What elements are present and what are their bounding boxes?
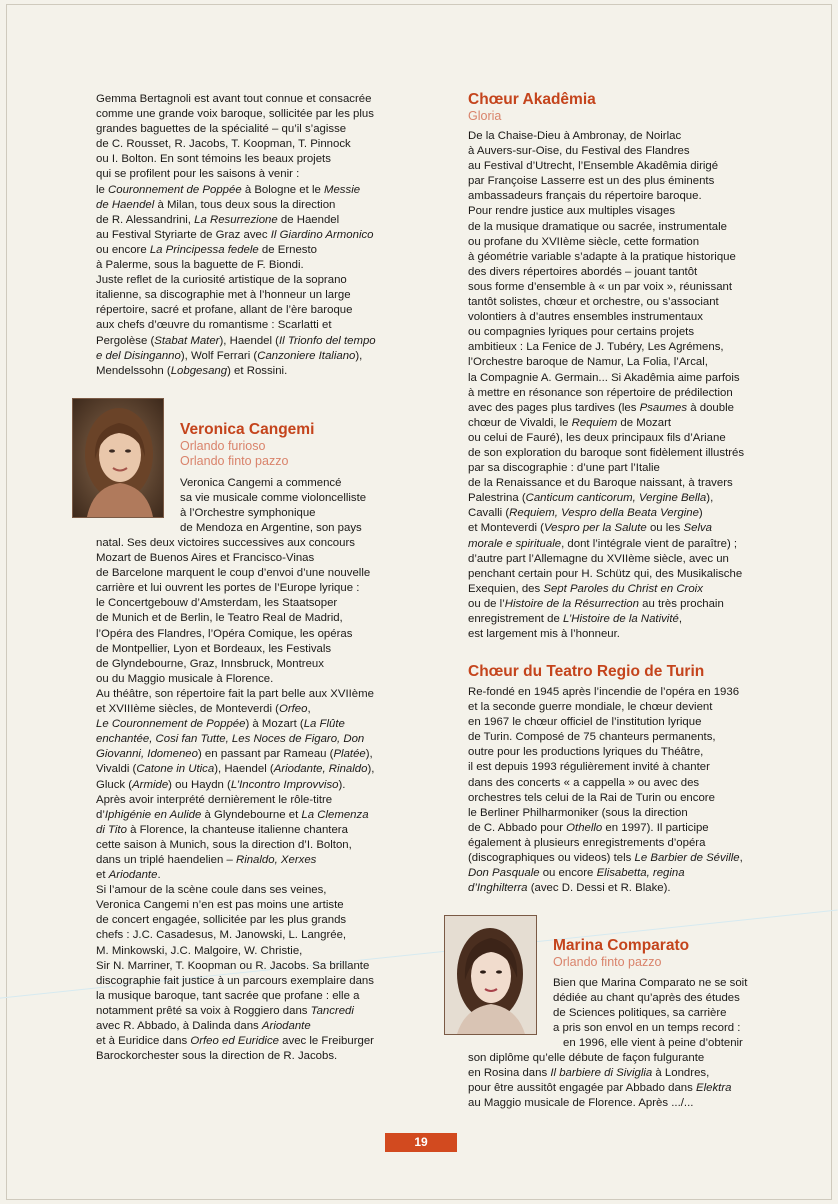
text-line: morale e spirituale, dont l’intégrale vient de paraître) ; — [468, 537, 738, 550]
text-line: tantôt solistes, chœur et orchestre, ou s’associant — [468, 296, 719, 309]
text-line: et à Euridice dans Orfeo ed Euridice avec le Freiburger — [96, 1035, 374, 1048]
text-line: de concert engagée, sollicitée par les plus grands — [96, 914, 347, 927]
text-line: ambassadeurs français du répertoire baroque. — [468, 190, 702, 203]
text-line: de Haendel à Milan, tous deux sous la direction — [96, 198, 336, 211]
text-line: Pergolèse (Stabat Mater), Haendel (Il Trionfo del tempo — [96, 334, 376, 347]
text-line: la musique baroque, tant sacrée que profane : elle a — [96, 989, 360, 1002]
text-line: de Montpellier, Lyon et Bordeaux, les Festivals — [96, 642, 332, 655]
marina-comparato-photo — [444, 915, 537, 1035]
text-line: grandes baguettes de la spécialité – qu’il s’agisse — [96, 123, 347, 136]
text-line: M. Minkowski, J.C. Malgoire, W. Christie, — [96, 944, 303, 957]
text-line: de Munich et de Berlin, le Teatro Real de Madrid, — [96, 612, 343, 625]
text-line: sa vie musicale comme violoncelliste — [180, 492, 367, 505]
text-line: d’autre part l’Allemagne du XVIIème siècle, avec un — [468, 552, 729, 565]
text-line: à mettre en résonance son répertoire de prédilection — [468, 386, 733, 399]
gemma-bertagnoli-bio — [96, 92, 406, 379]
text-line: ou encore La Principessa fedele de Ernesto — [96, 243, 318, 256]
text-line: Exequien, des Sept Paroles du Christ en Croix — [468, 582, 703, 595]
text-line: des divers répertoires abordés – jouant tantôt — [468, 265, 698, 278]
text-line: en Rosina dans Il barbiere di Siviglia à Londres, — [468, 1067, 710, 1080]
text-line: de C. Abbado pour Othello en 1997). Il participe — [468, 821, 709, 834]
text-line: penchant certain pour H. Schütz qui, des Musikalische — [468, 567, 743, 580]
veronica-cangemi-name: Veronica Cangemi — [180, 421, 315, 438]
text-line: par Françoise Lasserre est un des plus éminents — [468, 175, 715, 188]
text-line: l’Opéra des Flandres, l’Opéra Comique, les opéras — [96, 627, 353, 640]
text-line: ou compagnies lyriques pour certains projets — [468, 326, 695, 339]
page-number: 19 — [385, 1133, 457, 1152]
text-line: ou du Maggio musicale à Florence. — [96, 672, 274, 685]
text-line: volontiers à d’autres ensembles instrumentaux — [468, 311, 703, 324]
text-line: d’Iphigénie en Aulide à Glyndebourne et La Clemenza — [96, 808, 369, 821]
text-line: à Auvers-sur-Oise, du Festival des Flandres — [468, 145, 690, 158]
comparato-role-1: Orlando finto pazzo — [553, 955, 662, 969]
turin-lines — [468, 685, 776, 896]
text-line: à géométrie variable s’adapte à la pratique historique — [468, 250, 736, 263]
text-line: Palestrina (Canticum canticorum, Vergine Bella), — [468, 492, 714, 505]
marina-comparato-heading — [553, 936, 783, 970]
text-line: Re-fondé en 1945 après l’incendie de l’opéra en 1936 — [468, 686, 740, 698]
text-line: Pour rendre justice aux multiples visages — [468, 205, 676, 218]
text-line: au Festival Styriarte de Graz avec Il Giardino Armonico — [96, 228, 374, 241]
text-line: pour être aussitôt engagée par Abbado dans Elektra — [468, 1082, 732, 1095]
akademia-section — [468, 90, 776, 642]
text-line: son diplôme qu’elle débute de façon fulgurante — [468, 1052, 705, 1064]
text-line: (discographiques ou videos) tels Le Barbier de Séville, — [468, 852, 743, 865]
text-line: en 1967 le chœur officiel de l’institution lyrique — [468, 716, 702, 729]
text-line: ou de l’Histoire de la Résurrection au très prochain — [468, 597, 724, 610]
text-line: comme une grande voix baroque, sollicitée par les plus — [96, 108, 374, 121]
text-line: ou celui de Fauré), les deux principaux fils d’Ariane — [468, 431, 726, 444]
comparato-bio-lines — [468, 1051, 776, 1111]
text-line: Vivaldi (Catone in Utica), Haendel (Ariodante, Rinaldo), — [96, 763, 375, 776]
gemma-bio-lines — [96, 92, 406, 379]
text-line: italienne, sa discographie met à l’honneur un large — [96, 289, 351, 302]
text-line: Gemma Bertagnoli est avant tout connue et consacrée — [96, 93, 372, 105]
text-line: De la Chaise-Dieu à Ambronay, de Noirlac — [468, 130, 682, 142]
text-line: de la musique dramatique ou sacrée, instrumentale — [468, 220, 727, 233]
text-line: qui se profilent pour les saisons à venir : — [96, 168, 300, 181]
turin-section — [468, 662, 776, 896]
akademia-title: Chœur Akadêmia — [468, 91, 596, 108]
veronica-cangemi-photo — [72, 398, 164, 518]
comparato-intro-lines — [553, 976, 783, 1051]
text-line: à Palerme, sous la baguette de F. Biondi. — [96, 259, 304, 272]
text-line: Gluck (Armide) ou Haydn (L’Incontro Improvviso). — [96, 778, 346, 791]
text-line: Au théâtre, son répertoire fait la part belle aux XVIIème — [96, 687, 374, 700]
text-line: de Glyndebourne, Graz, Innsbruck, Montreux — [96, 657, 324, 670]
text-line: Si l’amour de la scène coule dans ses veines, — [96, 884, 327, 897]
text-line: e del Disinganno), Wolf Ferrari (Canzoniere Italiano), — [96, 349, 363, 362]
text-line: enchantée, Cosi fan Tutte, Les Noces de Figaro, Don — [96, 733, 365, 746]
text-line: ou I. Bolton. En sont témoins les beaux projets — [96, 153, 331, 166]
text-line: l’Orchestre baroque de Namur, La Folia, l’Arcal, — [468, 356, 708, 369]
text-line: discographie fait justice à un parcours exemplaire dans — [96, 974, 374, 987]
text-line: Juste reflet de la curiosité artistique de la soprano — [96, 274, 347, 287]
text-line: et XVIIIème siècles, de Monteverdi (Orfeo, — [96, 703, 311, 716]
cangemi-intro-lines — [180, 476, 420, 536]
veronica-cangemi-heading — [180, 420, 420, 469]
text-line: ou profane du XVIIème siècle, cette formation — [468, 235, 700, 248]
text-line: di Tito à Florence, la chanteuse italienne chantera — [96, 823, 348, 836]
text-line: carrière et lui ouvrent les portes de l’Europe lyrique : — [96, 582, 360, 595]
text-line: il est depuis 1993 régulièrement invité à chanter — [468, 761, 710, 774]
text-line: avec R. Abbado, à Dalinda dans Ariodante — [96, 1020, 311, 1032]
cangemi-role-2: Orlando finto pazzo — [180, 454, 289, 468]
text-line: avec des pages plus tardives (les Psaumes à double — [468, 401, 734, 414]
text-line: par sa discographie : d’une part l’Italie — [468, 462, 660, 475]
text-line: à l’Orchestre symphonique — [180, 507, 316, 520]
text-line: Don Pasquale ou encore Elisabetta, regina — [468, 867, 685, 880]
text-line: Mendelssohn (Lobgesang) et Rossini. — [96, 364, 288, 377]
text-line: de la Renaissance et du Baroque naissant, à travers — [468, 477, 733, 490]
akademia-subtitle: Gloria — [468, 109, 502, 123]
turin-title: Chœur du Teatro Regio de Turin — [468, 663, 705, 680]
comparato-intro — [553, 976, 783, 1051]
cangemi-bio — [96, 536, 406, 1064]
text-line: natal. Ses deux victoires successives aux concours — [96, 537, 355, 549]
text-line: chœur de Vivaldi, le Requiem de Mozart — [468, 416, 672, 429]
comparato-bio — [468, 1051, 776, 1111]
text-line: enregistrement de L’Histoire de la Nativité, — [468, 613, 683, 625]
cangemi-intro — [180, 476, 420, 536]
cangemi-bio-lines — [96, 536, 406, 1064]
akademia-lines — [468, 129, 776, 642]
text-line: dans des concerts « a cappella » ou avec des — [468, 776, 700, 789]
text-line: Sir N. Marriner, T. Koopman ou R. Jacobs. Sa brillante — [96, 959, 370, 972]
text-line: le Couronnement de Poppée à Bologne et le Messie — [96, 183, 361, 196]
text-line: au Festival d’Utrecht, l’Ensemble Akadêmia dirigé — [468, 160, 719, 173]
text-line: également à plusieurs enregistrements d’opéra — [468, 836, 706, 849]
text-line: répertoire, sacré et profane, allant de l’ère baroque — [96, 304, 353, 317]
text-line: de Sciences politiques, sa carrière — [553, 1007, 727, 1020]
cangemi-role-1: Orlando furioso — [180, 439, 266, 453]
text-line: ambitieux : La Fenice de J. Tubéry, Les Agrémens, — [468, 341, 724, 354]
text-line: orchestres tels celui de la Rai de Turin ou encore — [468, 791, 715, 804]
text-line: Veronica Cangemi a commencé — [180, 477, 342, 489]
text-line: en 1996, elle vient à peine d’obtenir — [563, 1037, 743, 1050]
text-line: a pris son envol en un temps record : — [553, 1022, 741, 1035]
text-line: dans un triplé haendelien – Rinaldo, Xerxes — [96, 853, 317, 866]
marina-comparato-name: Marina Comparato — [553, 937, 690, 954]
text-line: de son exploration du baroque sont fidèlement illustrés — [468, 446, 745, 459]
text-line: de R. Alessandrini, La Resurrezione de Haendel — [96, 213, 340, 226]
text-line: au Maggio musicale de Florence. Après .../... — [468, 1097, 694, 1110]
text-line: de C. Rousset, R. Jacobs, T. Koopman, T. Pinnock — [96, 138, 351, 151]
text-line: Veronica Cangemi n’en est pas moins une artiste — [96, 899, 344, 912]
text-line: Après avoir interprété dernièrement le rôle-titre — [96, 793, 333, 806]
text-line: de Mendoza en Argentine, son pays — [180, 522, 362, 535]
text-line: et la seconde guerre mondiale, le chœur devient — [468, 701, 713, 714]
text-line: Mozart de Buenos Aires et Francisco-Vinas — [96, 552, 315, 565]
text-line: le Berliner Philharmoniker (sous la direction — [468, 806, 688, 819]
text-line: et Monteverdi (Vespro per la Salute ou les Selva — [468, 522, 713, 535]
text-line: et Ariodante. — [96, 869, 161, 882]
text-line: Cavalli (Requiem, Vespro della Beata Vergine) — [468, 507, 703, 520]
text-line: dédiée au chant qu’après des études — [553, 992, 740, 1005]
text-line: Le Couronnement de Poppée) à Mozart (La Flûte — [96, 718, 345, 731]
text-line: le Concertgebouw d’Amsterdam, les Staatsoper — [96, 597, 338, 610]
text-line: outre pour les productions lyriques du Théâtre, — [468, 746, 704, 759]
text-line: aux chefs d’œuvre du romantisme : Scarlatti et — [96, 319, 332, 332]
text-line: est largement mis à l’honneur. — [468, 628, 620, 641]
text-line: notamment prêté sa voix à Roggiero dans Tancredi — [96, 1004, 354, 1017]
text-line: sous forme d’ensemble à « un par voix », réunissant — [468, 280, 733, 293]
text-line: de Barcelone marquent le coup d’envoi d’une nouvelle — [96, 567, 371, 580]
text-line: de Turin. Composé de 75 chanteurs permanents, — [468, 731, 716, 744]
text-line: Giovanni, Idomeneo) en passant par Rameau (Platée), — [96, 748, 373, 761]
text-line: la Compagnie A. Germain... Si Akadêmia aime parfois — [468, 371, 740, 384]
text-line: chefs : J.C. Casadesus, M. Janowski, L. Langrée, — [96, 929, 347, 942]
text-line: d’Inghilterra (avec D. Dessi et R. Blake). — [468, 882, 671, 895]
text-line: Barockorchester sous la direction de R. Jacobs. — [96, 1050, 338, 1063]
text-line: Bien que Marina Comparato ne se soit — [553, 977, 748, 989]
text-line: cette saison à Munich, sous la direction d’I. Bolton, — [96, 838, 352, 851]
